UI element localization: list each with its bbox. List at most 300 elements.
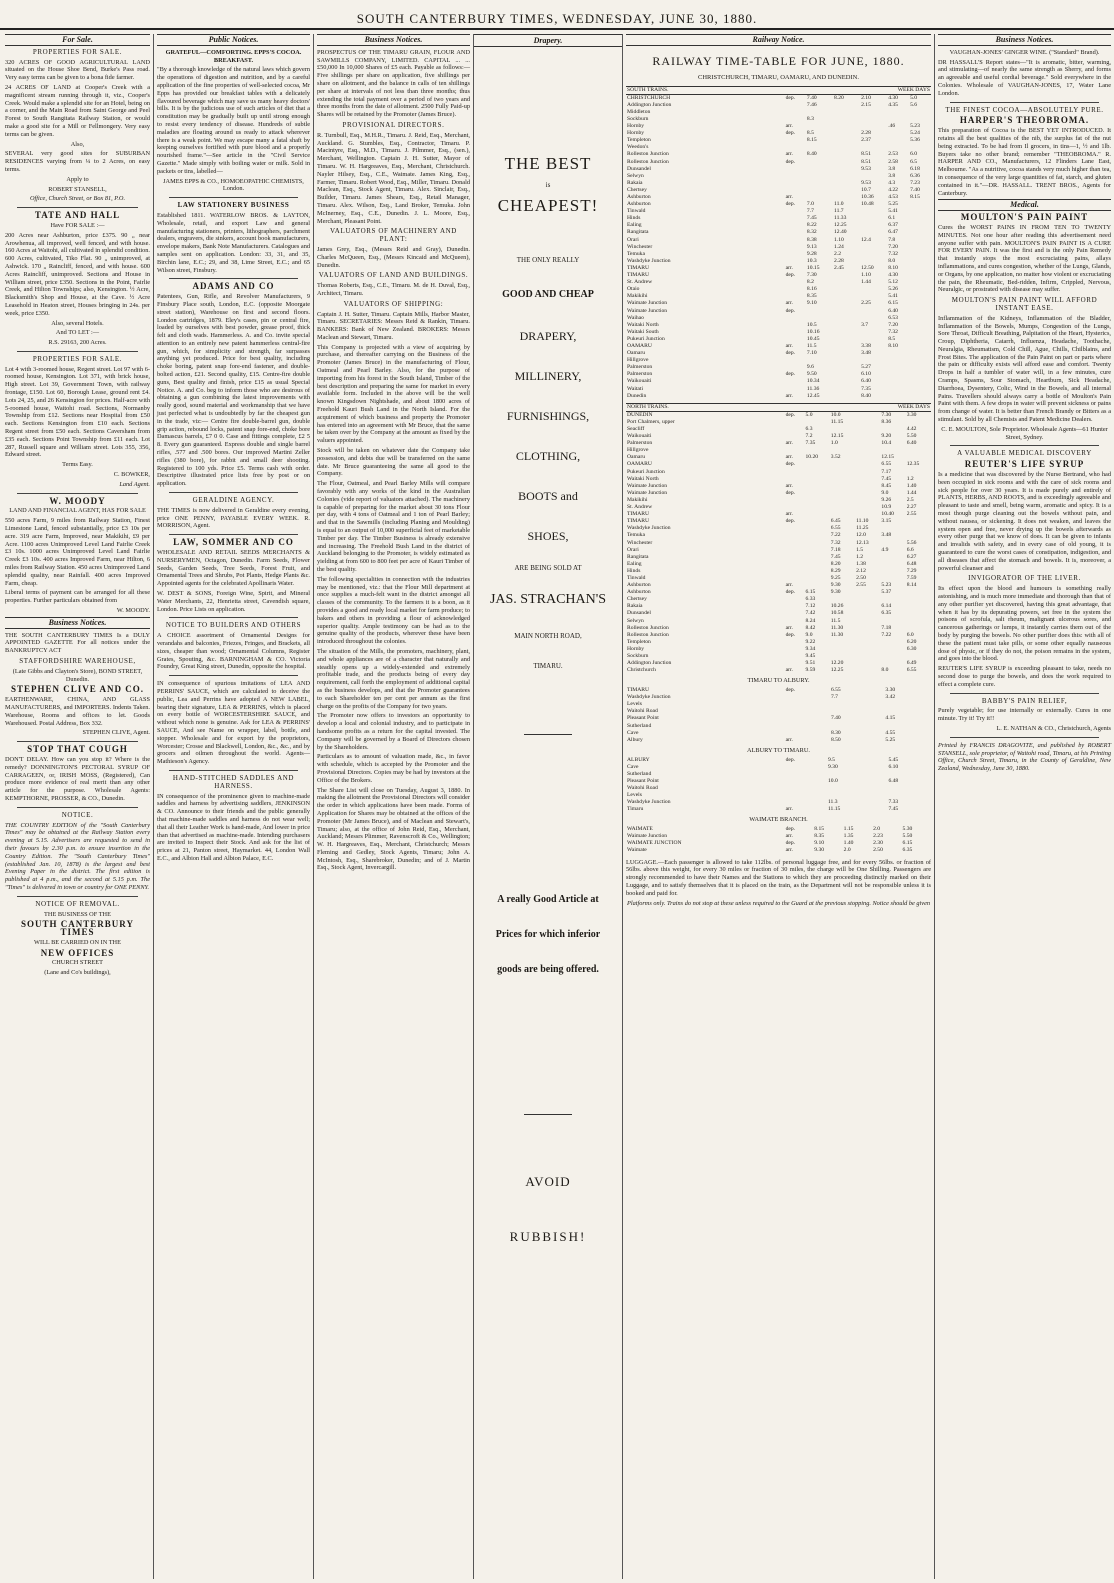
section-heading: Business Notices.: [5, 617, 150, 629]
divider: [950, 737, 1099, 738]
time-cell: 6.40: [861, 378, 871, 385]
time-cell: 7.10: [806, 350, 817, 357]
time-cell: [880, 596, 905, 603]
ad-line: THE ONLY REALLY: [516, 256, 580, 264]
time-cell: [833, 130, 860, 137]
table-row: [626, 411, 931, 419]
time-cell: 5.36: [910, 137, 920, 144]
table-row: [626, 757, 931, 764]
time-cell: [833, 159, 860, 166]
time-cell: [884, 708, 931, 715]
time-cell: 8.10: [888, 342, 898, 349]
time-cell: [830, 490, 855, 497]
time-cell: [830, 497, 855, 504]
table-row: [626, 525, 931, 532]
time-cell: [887, 771, 931, 778]
time-cell: [909, 308, 931, 315]
table-row: [626, 279, 931, 286]
time-cell: [785, 639, 805, 646]
time-cell: 6.37: [888, 222, 898, 229]
station-cell: Weedon's: [627, 144, 649, 151]
time-cell: 9.0: [805, 631, 813, 638]
time-cell: 1.5: [856, 546, 864, 553]
time-cell: [833, 144, 860, 151]
time-cell: [887, 393, 909, 400]
ad-heading: VALUATORS OF MACHINERY AND PLANT:: [330, 227, 457, 244]
table-row: [626, 568, 931, 575]
time-cell: arr.: [785, 582, 793, 589]
time-cell: [887, 116, 909, 123]
time-cell: [806, 173, 833, 180]
station-cell: Washdyke Junction: [627, 257, 671, 264]
table-row: [626, 785, 931, 792]
ad-heading: THE FINEST COCOA—ABSOLUTELY PURE.: [945, 105, 1104, 114]
time-cell: [833, 137, 860, 144]
time-cell: [909, 229, 931, 236]
time-cell: [833, 173, 860, 180]
ad-text: 550 acres Farm, 9 miles from Railway Station, Finest Limestone Land, fenced substantially, price £3 10s per acre. 319 acre Farm, Improved, near Makikihi, £9 per Acre. 1100 acres Unimproved Level Land Fairlie Creek £3 10s. 1000 acres Unimproved Level Land Fairlie Creek £3 10s. 400 acres Improved Farm, near Hilton, 6 miles from Railway Station. 450 acres Unimproved Land splendid quality, near Rainfall. 400 acres Improved Farm, cheap.: [5, 517, 150, 587]
station-cell: WAIMATE JUNCTION: [627, 840, 682, 847]
agent-name: C. BOWKER,: [113, 471, 150, 479]
table-row: [626, 667, 931, 674]
time-cell: 9.20: [881, 433, 892, 440]
time-cell: dep.: [785, 307, 796, 314]
ad-line: A really Good Article at: [497, 894, 599, 905]
station-cell: Pleasant Point: [627, 777, 659, 784]
table-row: [626, 378, 931, 385]
time-cell: [833, 371, 860, 378]
time-cell: [887, 386, 909, 393]
ad-text: Apply to: [66, 175, 89, 183]
station-cell: Waihao: [627, 314, 644, 321]
time-cell: [906, 532, 931, 539]
station-cell: Ashburton: [627, 582, 651, 589]
station-cell: Ealing: [627, 560, 642, 567]
time-cell: 2.15: [861, 101, 871, 108]
station-cell: DUNEDIN: [627, 411, 653, 418]
table-row: [626, 596, 931, 603]
ad-heading: PROPERTIES FOR SALE.: [32, 47, 123, 56]
time-cell: 9.53: [861, 165, 871, 172]
time-cell: 8.0: [888, 257, 896, 264]
time-cell: [833, 300, 860, 307]
time-cell: arr.: [785, 511, 793, 518]
time-cell: 6.49: [906, 660, 917, 667]
table-row: [626, 222, 931, 229]
time-cell: [805, 554, 830, 561]
ad-text: The Promoter now offers to investors an opportunity to develop a local and colonial industry, and to participate in handsome profits as a return for the capital invested. The Company will be governed by a Board of Directors chosen by the Shareholders.: [317, 712, 470, 751]
time-cell: [785, 386, 806, 393]
time-cell: 10.36: [861, 194, 874, 200]
time-cell: 1.15: [843, 826, 854, 833]
time-cell: [785, 102, 806, 109]
time-cell: [805, 490, 830, 497]
time-cell: 5.24: [910, 130, 920, 137]
ad-heading: HARPER'S THEOBROMA.: [959, 115, 1090, 126]
time-cell: [785, 173, 806, 180]
ad-line: RUBBISH!: [509, 1229, 587, 1244]
time-cell: [805, 419, 830, 426]
time-cell: 6.27: [906, 553, 917, 560]
ad-text: WILL BE CARRIED ON IN THE: [34, 938, 121, 946]
station-cell: Waikouaiti: [627, 433, 652, 440]
time-cell: [887, 378, 909, 385]
time-cell: dep.: [785, 826, 796, 833]
time-cell: [833, 123, 860, 130]
station-cell: Ealing: [627, 222, 642, 229]
ad-text: 320 ACRES OF GOOD AGRICULTURAL LAND situated on the House Shoe Bend, Burke's Pass road. Very easy terms can be given to a bona fide farmer.: [5, 58, 150, 82]
time-cell: [785, 532, 805, 539]
time-cell: [805, 511, 830, 518]
time-cell: [785, 116, 806, 123]
divider: [524, 734, 572, 735]
time-cell: [785, 730, 830, 737]
station-cell: Chertsey: [627, 596, 647, 603]
time-cell: [805, 469, 830, 476]
table-row: [626, 229, 931, 236]
time-cell: arr.: [785, 123, 793, 130]
divider: [17, 493, 138, 494]
station-cell: Addington Junction: [627, 101, 672, 108]
time-cell: 1.40: [843, 840, 854, 847]
station-cell: Waimate Junction: [627, 300, 668, 307]
time-cell: [833, 187, 860, 194]
ad-text: This Company is projected with a view of acquiring by purchase, and thereafter carrying on the Business of the Promoter (James Bruce) in the manufacturing of Flour, Oatmeal and Pearl Barley. Also, for the purpose of importing from his forest in the South Island, Timber of the best description and preparing the same for market in every available form. Included in the above will be the well known Kingsdown Nightshade, and about 1800 acres of Freehold Kauri Bush Land in the North Island. For the acquirement of which business and property the Promoter has entered into an agreement with Mr Bruce, that the same be taken over by the Company at the amount as fixed by the valuers appointed.: [317, 343, 470, 445]
time-cell: 7.40: [830, 715, 841, 722]
station-cell: Hinds: [627, 215, 641, 222]
section-heading: Medical.: [938, 199, 1111, 211]
time-cell: 10.34: [806, 378, 820, 385]
station-cell: Rolleston Junction: [627, 158, 669, 165]
time-cell: 12.25: [830, 667, 844, 674]
time-cell: [833, 109, 860, 116]
time-cell: 12.15: [830, 433, 844, 440]
table-row: [626, 582, 931, 589]
time-cell: 9.34: [805, 645, 816, 652]
ad-heading: W. MOODY: [49, 495, 106, 506]
station-cell: Waitohi Road: [627, 785, 658, 791]
time-cell: 5.41: [888, 208, 898, 215]
time-cell: [785, 646, 805, 653]
time-cell: [855, 454, 880, 461]
station-cell: Temuka: [627, 532, 645, 539]
time-cell: [855, 504, 880, 511]
ad-text: THE COUNTRY EDITION of the "South Canterbury Times" may be obtained at the Railway Station every evening at 5.15. Advertisers are requested to send in their favours by 2.30 p.m. to ensure insertion in the Country Edition. The "South Canterbury Times" (established Jan. 10, 1878) is the largest and best Evening Paper in the district. The first edition is published at 4 p.m., and the second at 5.15 p.m. The "Times" is delivered in town or country for ONE PENNY.: [5, 821, 150, 891]
station-cell: Rakaia: [627, 179, 643, 186]
divider: [169, 675, 298, 676]
time-cell: 12.13: [856, 539, 869, 546]
time-cell: 7.45: [888, 806, 899, 813]
time-cell: [909, 386, 931, 393]
time-cell: [860, 329, 887, 336]
divider: [169, 770, 298, 771]
time-cell: 8.0: [881, 667, 889, 674]
station-cell: Levels: [627, 792, 642, 799]
time-cell: 5.0: [910, 94, 918, 101]
time-cell: 3.48: [861, 350, 871, 357]
time-cell: 5.12: [888, 279, 898, 286]
time-cell: 8.24: [805, 617, 816, 624]
station-cell: Waimate Junction: [627, 489, 668, 496]
table-row: [626, 293, 931, 300]
divider: [17, 807, 138, 808]
table-row: [626, 343, 931, 350]
table-row: [626, 244, 931, 251]
column-for-sale: [2, 34, 153, 1579]
time-cell: 1.2: [906, 475, 914, 482]
station-cell: Rangitata: [627, 553, 649, 560]
time-cell: [880, 575, 905, 582]
time-cell: 11.25: [856, 525, 869, 532]
time-cell: [855, 511, 880, 518]
time-cell: 9.26: [881, 496, 892, 503]
time-cell: [806, 308, 833, 315]
ad-line: MAIN NORTH ROAD,: [514, 632, 582, 640]
time-cell: 6.15: [805, 589, 816, 596]
ad-text: Terms Easy.: [62, 461, 93, 469]
time-cell: 12.4: [861, 236, 871, 243]
time-cell: [880, 764, 887, 771]
ad-heading: LAW, SOMMER AND CO: [173, 537, 294, 548]
time-cell: [805, 476, 830, 483]
station-cell: Rolleston Junction: [627, 631, 669, 638]
time-cell: 2.25: [861, 300, 871, 307]
time-cell: [785, 180, 806, 187]
time-cell: 6.40: [888, 307, 898, 314]
station-cell: ALBURY: [627, 756, 650, 763]
time-cell: 1.38: [856, 560, 866, 567]
time-cell: 10.3: [806, 257, 817, 264]
time-cell: 6.48: [906, 560, 917, 567]
time-cell: [833, 336, 860, 343]
table-row: [626, 151, 931, 158]
time-cell: [833, 272, 860, 279]
time-cell: [805, 532, 830, 539]
time-cell: arr.: [785, 847, 793, 854]
time-cell: 8.5: [888, 335, 896, 342]
table-row: [626, 469, 931, 476]
table-row: [626, 476, 931, 483]
time-cell: 8.15: [814, 826, 825, 833]
time-cell: [855, 589, 880, 596]
station-cell: Winchester: [627, 243, 653, 250]
table-row: [626, 272, 931, 279]
time-cell: 6.55: [881, 461, 892, 468]
section-heading: Drapery.: [474, 34, 622, 47]
time-cell: 8.2: [806, 279, 814, 286]
time-cell: 7.45: [806, 215, 817, 222]
time-cell: [806, 123, 833, 130]
table-row: [626, 433, 931, 440]
ad-heading: ADAMS AND CO: [192, 281, 275, 292]
time-cell: 6.18: [910, 165, 920, 172]
time-cell: [833, 286, 860, 293]
time-cell: 8.3: [806, 115, 814, 122]
ad-text: (Late Gibbs and Clayton's Store), BOND STREET, Dunedin.: [12, 667, 143, 683]
time-cell: 10.48: [861, 201, 874, 208]
time-cell: [785, 575, 805, 582]
table-row: [626, 322, 931, 329]
ad-line: BOOTS and: [518, 489, 578, 503]
table-row: [626, 426, 931, 433]
timetable-subtitle: CHRISTCHURCH, TIMARU, OAMARU, AND DUNEDIN.: [698, 73, 859, 81]
time-cell: 2.53: [888, 151, 898, 158]
time-cell: 10.40: [881, 511, 894, 518]
station-cell: Makikihi: [627, 496, 648, 503]
ad-line: CHEAPEST!: [497, 196, 599, 215]
ad-text: Particulars as to amount of valuation made, &c., in favor with schedule, which is accepted by the Promoter and the Provisional Directors. Copies may be had by investors at the Office of the Brokers.: [317, 753, 470, 784]
ad-text: Its effect upon the blood and humours is something really astonishing, and is much more immediate and thorough than that of any other purifier yet discovered, having this great advantage, that when it has by its depurating powers, set free in the system the poisons of scrofula, salt rheum, malignant ulcerous sores, and cancerous gatherings or lumps, it instantly carries them out of the body by purging the bowels. No other purifier does this: with all of these the patient must take pills, or some other equally nauseous dose of physic, or if they do not, the poison remains in the system, and goes into the blood.: [938, 585, 1111, 663]
time-cell: [880, 525, 905, 532]
time-cell: [909, 357, 931, 364]
time-cell: 7.59: [906, 574, 917, 581]
ad-line: SHOES,: [527, 529, 569, 543]
ad-text: CHURCH STREET: [52, 959, 103, 967]
time-cell: [880, 618, 905, 625]
time-cell: [887, 371, 909, 378]
time-cell: [909, 201, 931, 208]
time-cell: [805, 497, 830, 504]
time-cell: [805, 547, 830, 554]
time-cell: [877, 701, 885, 708]
table-row: [626, 532, 931, 539]
station-cell: Sutherland: [627, 722, 652, 729]
time-cell: 9.51: [805, 660, 816, 667]
time-cell: 3.38: [861, 342, 871, 349]
time-cell: [906, 653, 931, 660]
time-cell: dep.: [785, 411, 796, 418]
time-cell: [785, 568, 805, 575]
time-cell: [884, 723, 931, 730]
time-cell: 7.30: [806, 272, 817, 279]
station-cell: Cave: [627, 763, 639, 770]
time-cell: [887, 350, 909, 357]
column-medical: [935, 34, 1114, 1579]
time-cell: [909, 222, 931, 229]
table-row: [626, 386, 931, 393]
time-cell: [785, 251, 806, 258]
time-cell: 3.30: [885, 687, 896, 694]
time-cell: 9.25: [830, 574, 841, 581]
time-cell: 6.20: [906, 638, 917, 645]
table-row: [626, 687, 931, 694]
time-cell: 10.0: [830, 411, 841, 418]
ad-line: ARE BEING SOLD AT: [514, 564, 582, 572]
time-cell: [785, 554, 805, 561]
column-drapery: [474, 34, 622, 1579]
time-cell: 7.20: [888, 321, 898, 328]
time-cell: [785, 329, 806, 336]
time-cell: [830, 476, 855, 483]
imprint: Printed by FRANCIS DRAGOVITE, and published by ROBERT STANSELL, sole proprietor, of Waitohi road, Timaru, at his Printing Office, Church Street, Timaru, in the County of Geraldine, New Zealand, Wednesday, June 30, 1880.: [938, 741, 1111, 773]
time-cell: 6.10: [888, 763, 899, 770]
time-cell: [785, 778, 827, 785]
time-cell: [806, 166, 833, 173]
time-cell: [877, 737, 885, 744]
time-cell: 8.45: [881, 482, 892, 489]
station-cell: Ashburton: [627, 589, 651, 596]
agent-address: Office, Church Street, or Box 81, P.O.: [29, 195, 126, 203]
time-cell: 8.40: [861, 392, 871, 399]
time-cell: [880, 757, 887, 764]
time-cell: 5.0: [805, 411, 813, 418]
time-cell: [855, 639, 880, 646]
ad-text: "By a thorough knowledge of the natural laws which govern the operations of digestion and nutrition, and by a careful application of the fine properties of well-selected cocoa, Mr Epps has provided our breakfast tables with a delicately flavoured beverage which may save us many heavy doctors' bills. It is by the judicious use of such articles of diet that a constitution may be gradually built up until strong enough to resist every tendency of disease. Hundreds of subtle maladies are floating around us ready to attack wherever there is a weak point. We may escape many a fatal shaft by keeping ourselves fortified with pure blood and a properly nourished frame."—See article in the "Civil Service Gazette." Made simply with boiling water or milk. Sold in packets or tins, labelled—: [157, 66, 310, 175]
table-row: [626, 350, 931, 357]
time-cell: 4.30: [888, 272, 898, 279]
time-cell: [785, 426, 805, 433]
time-cell: [860, 286, 887, 293]
time-cell: 10.58: [830, 610, 844, 617]
time-cell: 10.45: [806, 335, 820, 342]
time-cell: 7.32: [888, 328, 898, 335]
table-heading: WAIMATE BRANCH.: [749, 816, 808, 824]
time-cell: 6.5: [910, 158, 918, 165]
table-row: [626, 561, 931, 568]
time-cell: [806, 180, 833, 187]
time-cell: [909, 329, 931, 336]
time-cell: 10.16: [806, 328, 820, 335]
time-cell: [909, 251, 931, 258]
station-cell: Timaru: [627, 806, 644, 813]
time-cell: [827, 792, 880, 799]
time-cell: arr.: [785, 151, 793, 158]
station-cell: Waitaki North: [627, 475, 659, 482]
table-row: [626, 799, 931, 806]
ad-line: MILLINERY,: [514, 369, 582, 383]
time-cell: [880, 540, 905, 547]
ad-line: AVOID: [525, 1174, 571, 1189]
time-cell: [855, 653, 880, 660]
ad-text: SEVERAL very good sites for SUBURBAN RESIDENCES varying from ¼ to 2 Acres, on easy terms.: [5, 150, 150, 173]
station-cell: Seacliff: [627, 426, 645, 432]
time-cell: 2.23: [873, 833, 883, 840]
time-cell: 2.2: [834, 250, 841, 257]
table-row: [626, 315, 931, 322]
station-cell: Washdyke Junction: [627, 799, 671, 806]
time-cell: 2.27: [906, 504, 917, 511]
ad-text: James Grey, Esq., (Messrs Reid and Gray), Dunedin. Charles McQueen, Esq., (Messrs Kincaid and McQueen), Dunedin.: [317, 245, 470, 269]
section-heading: Business Notices.: [317, 34, 470, 46]
time-cell: 6.0: [910, 151, 918, 158]
station-cell: Rakaia: [627, 603, 643, 610]
ad-heading: LAW STATIONERY BUSINESS: [177, 201, 290, 210]
time-cell: 8.38: [806, 236, 817, 243]
time-cell: [805, 568, 830, 575]
time-cell: [833, 151, 860, 158]
time-cell: 6.1: [888, 215, 896, 222]
time-cell: [830, 646, 855, 653]
time-cell: arr.: [785, 454, 793, 461]
time-cell: [909, 350, 931, 357]
north-trains-table: [626, 403, 931, 675]
time-cell: [785, 771, 827, 778]
time-cell: 9.59: [805, 667, 816, 674]
time-cell: [805, 461, 830, 468]
time-cell: dep.: [785, 350, 796, 357]
time-cell: 2.0: [873, 826, 881, 833]
time-cell: 6.55: [906, 667, 917, 674]
time-cell: [830, 426, 855, 433]
time-cell: 8.16: [806, 286, 817, 293]
ad-heading: STEPHEN CLIVE AND CO.: [10, 684, 145, 695]
station-cell: TIMARU: [627, 264, 650, 271]
time-cell: [877, 694, 885, 701]
north-trains-rows: [626, 411, 931, 674]
time-cell: 8.40: [806, 151, 817, 158]
time-cell: arr.: [785, 736, 793, 743]
station-cell: Waimate: [627, 847, 647, 854]
